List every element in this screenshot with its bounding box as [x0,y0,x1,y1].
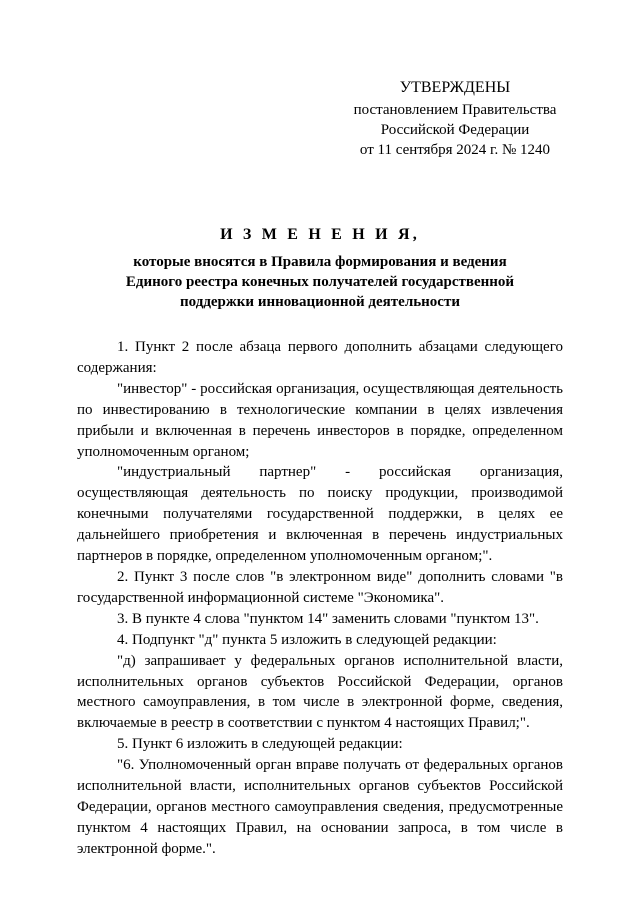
title-main: И З М Е Н Е Н И Я, [220,226,420,243]
title-subtitle-line: которые вносятся в Правила формирования и ведения [133,254,507,270]
approval-heading: УТВЕРЖДЕНЫ [399,79,511,96]
document-title [78,225,562,312]
paragraph: "инвестор" - российская организация, осуществляющая деятельность по инвестированию в технологические компании в целях извлечения прибыли и включенная в перечень инвесторов в порядке, определенном уполномоченным органом; [77,380,563,460]
paragraph: 2. Пункт 3 после слов "в электронном виде" дополнить словами "в государственной информационной системе "Экономика". [77,568,563,606]
title-subtitle-line: Единого реестра конечных получателей государственной [125,274,515,290]
paragraph: "индустриальный партнер" - российская организация, осуществляющая деятельность по поиску продукции, производимой конечными получателями государственной поддержки, в целях ее дальнейшего приобретения и включенная в перечень индустриальных партнеров в порядке, определенном уполномоченным органом;". [77,464,563,565]
approval-stamp [330,78,580,160]
paragraph: "6. Уполномоченный орган вправе получать от федеральных органов исполнительной власти, исполнительных органов субъектов Российской Федерации, органов местного самоуправления сведения, предусмотренные пунктом 4 настоящих Правил, на основании запроса, в том числе в электронной форме.". [77,757,563,857]
paragraph: 3. В пункте 4 слова "пунктом 14" заменить словами "пунктом 13". [117,610,539,627]
approval-line: от 11 сентября 2024 г. № 1240 [359,142,551,158]
approval-line: постановлением Правительства [353,102,557,118]
title-subtitle-line: поддержки инновационной деятельности [180,294,460,310]
paragraph: 5. Пункт 6 изложить в следующей редакции: [117,736,403,753]
approval-line: Российской Федерации [380,122,530,138]
paragraph: 1. Пункт 2 после абзаца первого дополнить абзацами следующего содержания: [77,339,563,376]
paragraph: 4. Подпункт "д" пункта 5 изложить в следующей редакции: [117,631,497,648]
document-body [77,337,563,860]
paragraph: "д) запрашивает у федеральных органов исполнительной власти, исполнительных органов субъектов Российской Федерации, органов местного самоуправления, в том числе в электронной форме, сведения, включаемые в реестр в соответствии с пунктом 4 настоящих Правил;". [77,652,563,732]
